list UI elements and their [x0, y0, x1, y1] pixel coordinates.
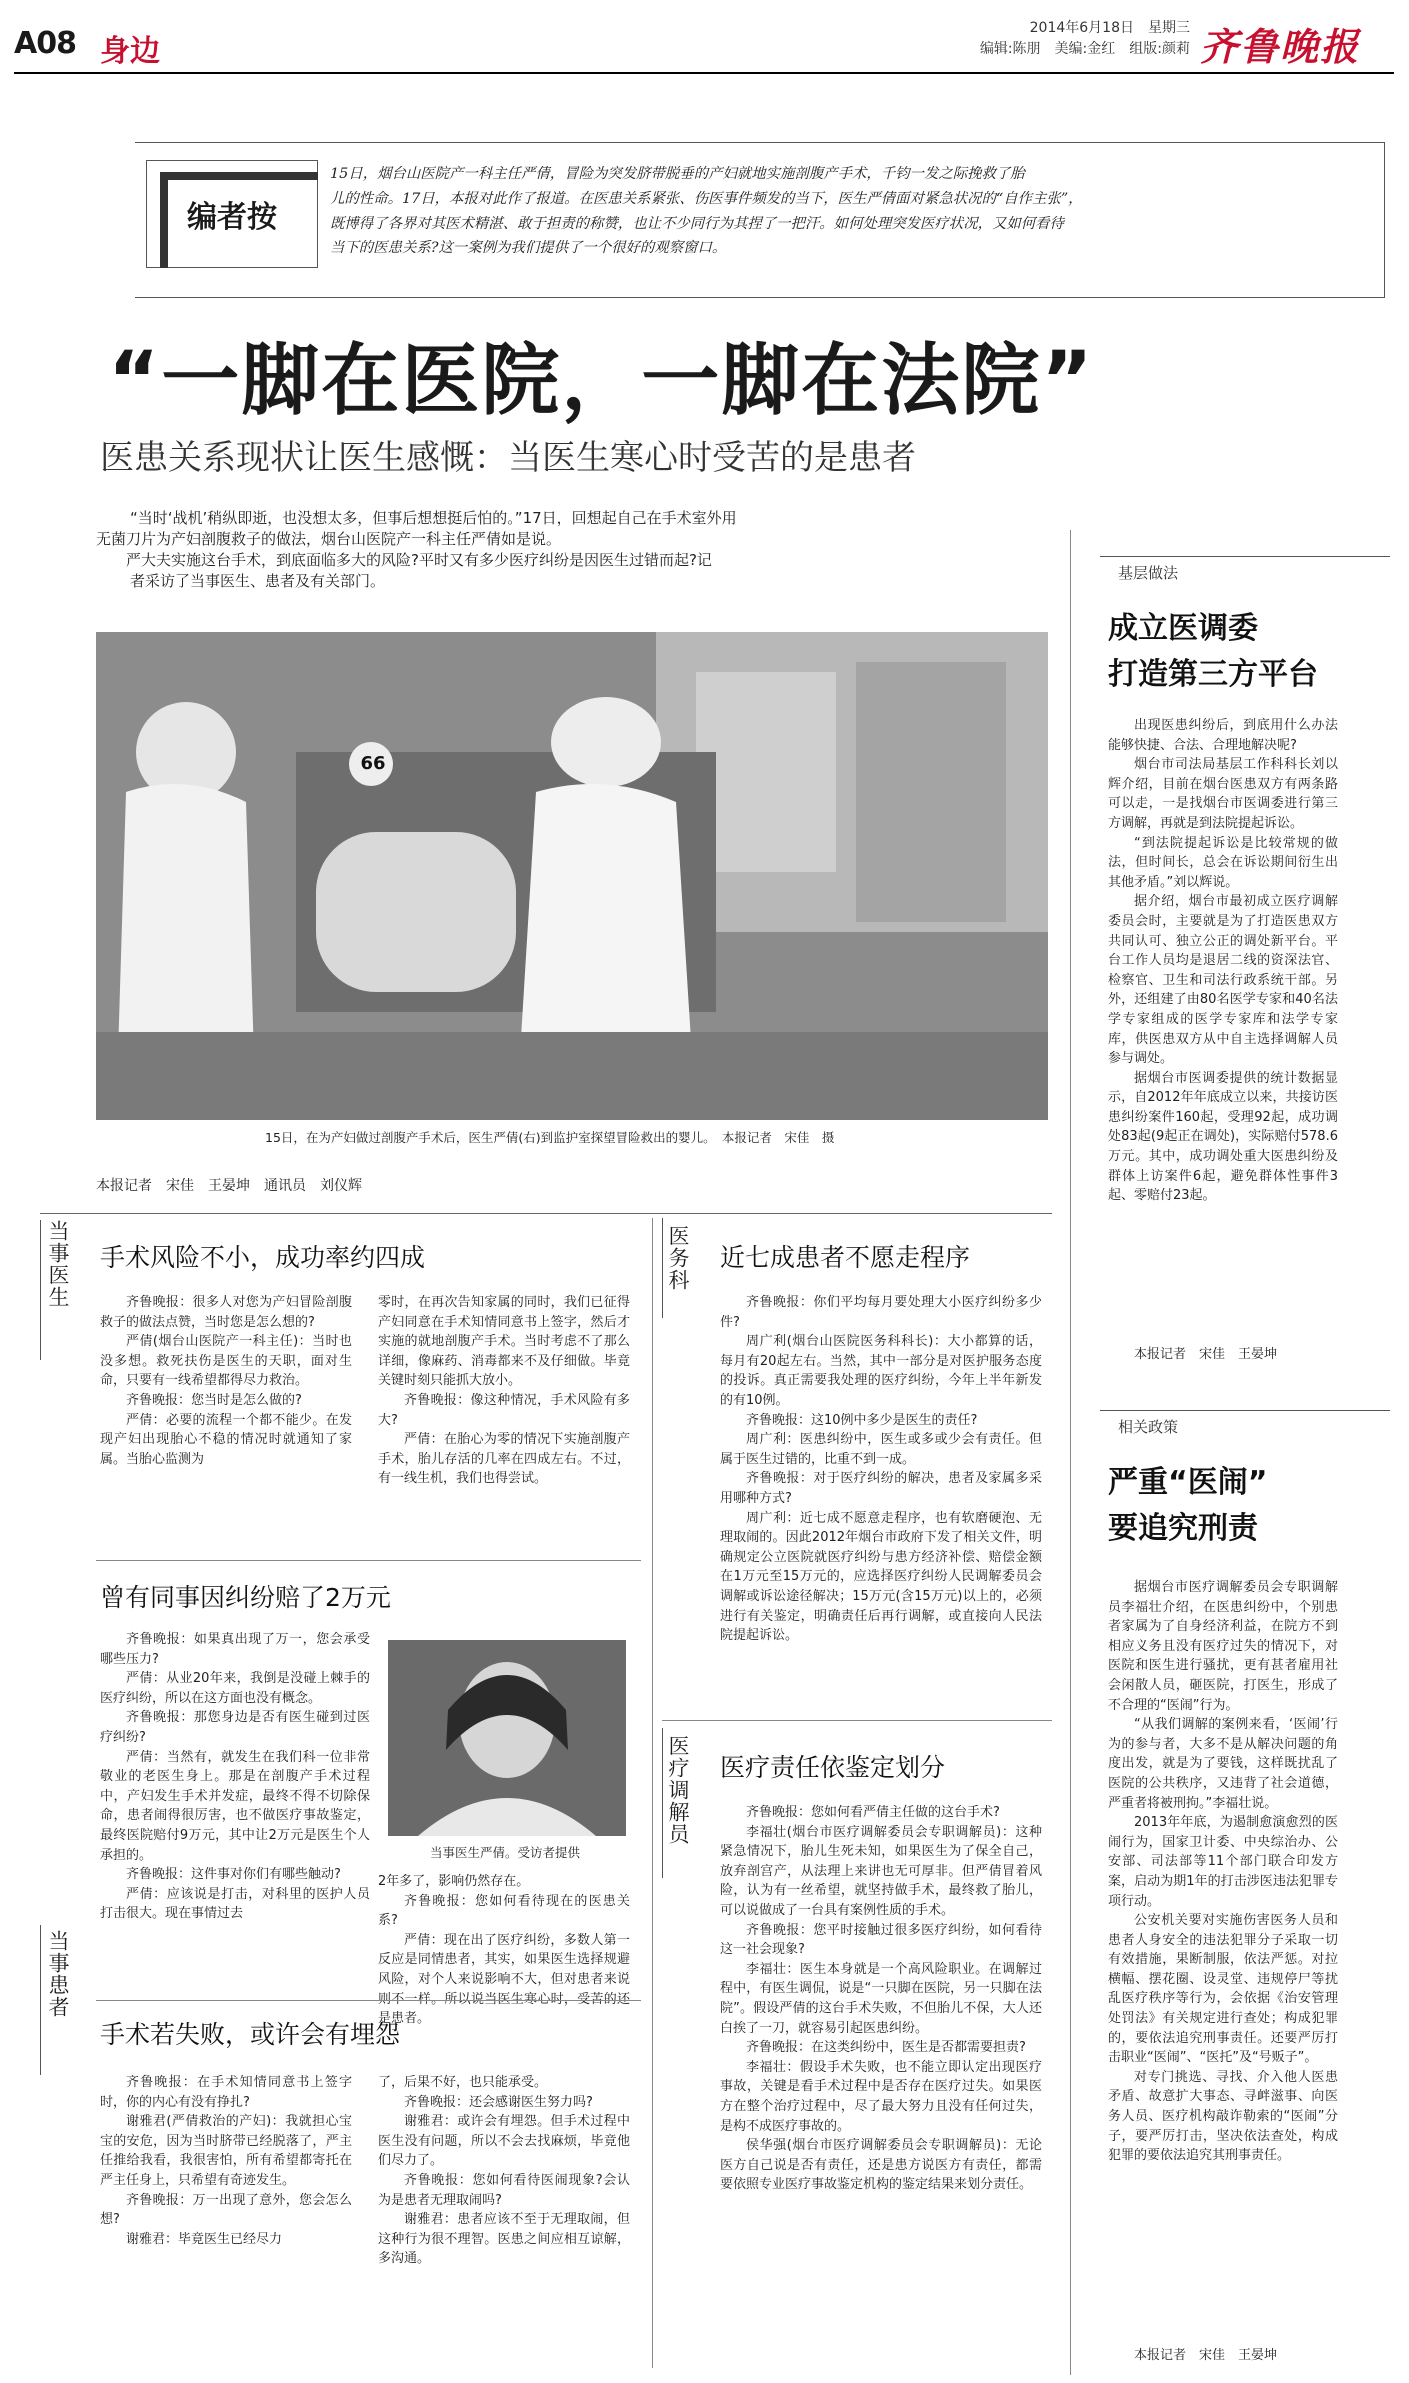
- section-2-col2: 2年多了，影响仍然存在。 齐鲁晚报：您如何看待现在的医患关系? 严倩：现在出了医疗纠纷，多数人第一反应是同情患者，其实，如果医生选择规避风险，对个人来说影响不大，但对患者来说 是患者。: [378, 1874, 630, 2027]
- sidebar-bottom-byline: 本报记者 宋佳 王晏坤: [1134, 2348, 1278, 2363]
- newspaper-logo: 齐鲁晚报: [1200, 24, 1361, 69]
- section-3-title: 手术若失败，或许会有埋怨: [100, 2020, 401, 2049]
- staff-credits: 编辑:陈朋 美编:金红 组版:颜莉: [979, 41, 1190, 57]
- tag-doctor-rule: [40, 1220, 41, 1360]
- tag-medical-affairs-rule: [662, 1218, 663, 1318]
- section-1-col1: 齐鲁晚报：很多人对您为产妇冒险剖腹救子的做法点赞，当时您是怎么想的? 严倩(烟台山医院产一科主任)：当时也没多想。救死扶伤是医生的天职，面对生命，只要有一线希望都得尽力救治。 齐鲁晚报：您当时是怎么做的? 严倩：必要的流程一个都不能少。在发现产妇出现胎心不稳的情况时就通知了家属。当胎心监测为: [100, 1295, 352, 1467]
- tag-mediator-rule: [662, 1728, 663, 1878]
- tag-patient-rule: [40, 1925, 41, 2075]
- editor-note-tag-frame: [160, 172, 318, 268]
- section-1-rule: [96, 1560, 641, 1561]
- main-photo: [96, 632, 1048, 1120]
- section-2-rule: [96, 2000, 641, 2001]
- page-number: A08: [14, 26, 76, 61]
- section-4-title: 近七成患者不愿走程序: [720, 1243, 971, 1272]
- section-3-col2: 了，后果不好，也只能承受。 齐鲁晚报：还会感谢医生努力吗? 谢雅君：或许会有埋怨。但手术过程中医生没有问题，所以不会去找麻烦，毕竟他们尽力了。 齐鲁晚报：您如何看待医闹现象?会认为是患者无理取闹吗? 谢雅君：患者应该不至于无理取闹，但这种行为很不理智。医患之间应相互谅解，多沟通。: [378, 2075, 630, 2267]
- doctor-portrait: [388, 1640, 626, 1836]
- tag-mediator: 医疗调解员: [666, 1735, 690, 1845]
- sidebar-top-byline: 本报记者 宋佳 王晏坤: [1134, 1347, 1278, 1362]
- headline: “一脚在医院，一脚在法院”: [108, 336, 1095, 426]
- section-5-text: 齐鲁晚报：您如何看严倩主任做的这台手术? 李福壮(烟台市医疗调解委员会专职调解员)：这种紧急情况下，胎儿生死未知，如果医生为了保全自己，放弃剖宫产，从法理上来讲也无可厚非。但严倩冒着风险，认为有一丝希望，就坚持做手术，最终救了胎儿，可以说做成了一台具有案例性质的手术。 齐鲁晚报：您平时接触过很多医疗纠纷，如何看待这一社会现象? 李福壮：医生本身就是一个高风险职业。在调解过程中，有医生调侃，说是“一只脚在医院，另一只脚在法院”。假设严倩的这台手术失败，不但胎儿不保，大人还白挨了一刀，就容易引起医患纠纷。 齐鲁晚报：在这类纠纷中，医生是否都需要担责? 李福壮：假设手术失败，也不能立即认定出现医疗事故，关键是看手术过程中是否存在医疗过失。如果医方在整个治疗过程中，尽了最大努力且没有任何过失，是构不成医疗事故的。 侯华强(烟台市医疗调解委员会专职调解员)：无论医方自己说是否有责任，还是患方说医方有责任，都需要依照专业医疗事故鉴定机构的鉴定结果来划分责任。: [720, 1805, 1042, 2193]
- article-byline: 本报记者 宋佳 王晏坤 通讯员 刘仪辉: [96, 1178, 362, 1194]
- masthead-info: [860, 18, 1190, 60]
- section-3-col1: 齐鲁晚报：在手术知情同意书上签字时，你的内心有没有挣扎? 谢雅君(严倩救治的产妇)：我就担心宝宝的安危，因为当时脐带已经脱落了，严主任推给我看，我很害怕，所有希望都寄托在严主任身上，只希望有奇迹发生。 齐鲁晚报：万一出现了意外，您会怎么想? 谢雅君：毕竟医生已经尽力: [100, 2075, 352, 2247]
- subheadline: 医患关系现状让医生感慨：当医生寒心时受苦的是患者: [100, 438, 916, 478]
- sidebar-top-rule: [1100, 556, 1390, 557]
- doctor-portrait-image: [388, 1640, 626, 1836]
- tag-medical-affairs: 医务科: [666, 1225, 690, 1291]
- section-2-title: 曾有同事因纠纷赔了2万元: [100, 1583, 391, 1612]
- main-photo-caption: 15日，在为产妇做过剖腹产手术后，医生严倩(右)到监护室探望冒险救出的婴儿。 本报记者 宋佳 摄: [265, 1130, 835, 1145]
- sidebar-bottom-rule: [1100, 1410, 1390, 1411]
- section-name: 身边: [100, 34, 160, 69]
- incubator-number: 66: [360, 753, 386, 774]
- sidebar-top-text: 出现医患纠纷后，到底用什么办法能够快捷、合法、合理地解决呢? 烟台市司法局基层工作科科长刘以辉介绍，目前在烟台医患双方有两条路可以走，一是找烟台市医调委进行第三方调解，再就是到法院提起诉讼。 “到法院提起诉讼是比较常规的做法，但时间长，总会在诉讼期间衍生出其他矛盾。”刘以辉说。 据介绍，烟台市最初成立医疗调解委员会时，主要就是为了打造医患双方共同认可、独立公正的调处新平台。平台工作人员均是退居二线的资深法官、检察官、卫生和司法行政系统干部。另外，还组建了由80名医学专家和40名法学专家组成的医学专家库和法学专家库，供医患双方从中自主选择调解人员参与调处。 据烟台市医调委提供的统计数据显示，自2012年年底成立以来，共接访医患纠纷案件160起，受理92起，成功调处83起(9起正在调处)，实际赔付578.6万元。其中，成功调处重大医患纠纷及群体上访案件6起，避免群体性事件3起、零赔付23起。: [1108, 718, 1338, 1204]
- issue-date: 2014年6月18日 星期三: [1029, 20, 1190, 36]
- sidebar-top-title: 成立医调委 打造第三方平台: [1108, 611, 1318, 692]
- section-1-title: 手术风险不小，成功率约四成: [100, 1243, 426, 1272]
- section-5-title: 医疗责任依鉴定划分: [720, 1753, 946, 1782]
- section-2-col1: 齐鲁晚报：如果真出现了万一，您会承受哪些压力? 严倩：从业20年来，我倒是没碰上棘手的医疗纠纷，所以在这方面也没有概念。 齐鲁晚报：那您身边是否有医生碰到过医疗纠纷? 严倩：当然有，就发生在我们科一位非常敬业的老医生身上。那是在剖腹产手术过程中，产妇发生手术并发症，最终不得不切除保命，患者闹得很厉害，也不做医疗事故鉴定，最终医院赔付9万元，其中让2万元是医生个人承担的。 齐鲁晚报：这件事对你们有哪些触动? 严倩：应该说是打击，对科里的医护人员打击很大。现在事情过去: [100, 1632, 370, 1922]
- lead-paragraph: “当时‘战机’稍纵即逝，也没想太多，但事后想想挺后怕的。”17日，回想起自己在手术室外用 无菌刀片为产妇剖腹救子的做法，烟台山医院产一科主任严倩如是说。 严大夫实施这台手术，到底面临多大的风险?平时又有多少医疗纠纷是因医生过错而起?记 者采访了当事医生、患者及有关部门。: [96, 509, 737, 590]
- sidebar-bottom-text: 据烟台市医疗调解委员会专职调解员李福壮介绍，在医患纠纷中，个别患者家属为了自身经济利益，在院方不到相应义务且没有医疗过失的情况下，对医院和医生进行骚扰，更有甚者雇用社会闲散人员，砸医院，打医生，形成了不合理的“医闹”行为。 “从我们调解的案例来看，‘医闹’行为的参与者，大多不是从解决问题的角度出发，就是为了要钱，这样既扰乱了医院的公共秩序，又违背了社会道德，严重者将被刑拘。”李福壮说。 2013年年底，为遏制愈演愈烈的医闹行为，国家卫计委、中央综治办、公安部、司法部等11个部门联合印发方案，启动为期1年的打击涉医违法犯罪专项行动。 公安机关要对实施伤害医务人员和患者人身安全的违法犯罪分子采取一切有效措施，果断制服，依法严惩。对拉横幅、摆花圈、设灵堂、违规停尸等扰乱医疗秩序等行为，会依据《治安管理处罚法》有关规定进行查处；构成犯罪的，要依法追究刑事责任。还要严厉打击职业“医闹”、“医托”及“号贩子”。 对专门挑选、寻找、介入他人医患矛盾、故意扩大事态、寻衅滋事、向医务人员、医疗机构敲诈勒索的“医闹”分子，要严厉打击，坚决依法查处，构成犯罪的要依法追究其刑事责任。: [1108, 1580, 1338, 2164]
- editor-note-text: 15日，烟台山医院产一科主任严倩，冒险为突发脐带脱垂的产妇就地实施剖腹产手术，千钧一发之际挽救了胎 儿的性命。17日，本报对此作了报道。在医患关系紧张、伤医事件频发的当下，医生严倩面对紧急状况的“自作主张”， 既博得了各界对其医术精湛、敢于担责的称赞，也让不少同行为其捏了一把汗。如何处理突发医疗状况，又如何看待 当下的医患关系?这一案例为我们提供了一个很好的观察窗口。: [330, 166, 1083, 257]
- main-photo-image: [96, 632, 1048, 1120]
- byline-rule: [40, 1213, 1052, 1214]
- section-4-rule: [662, 1720, 1052, 1721]
- column-divider: [652, 1218, 653, 2368]
- tag-patient: 当事患者: [46, 1930, 70, 2018]
- tag-doctor: 当事医生: [46, 1220, 70, 1308]
- sidebar-divider: [1070, 530, 1071, 2375]
- sidebar-bottom-title: 严重“医闹” 要追究刑责: [1108, 1465, 1268, 1546]
- section-1-col2: 零时，在再次告知家属的同时，我们已征得产妇同意在手术知情同意书上签字，然后才实施的就地剖腹产手术。当时考虑不了那么详细，像麻药、消毒都来不及仔细做。毕竟关键时刻只能抓大放小。 齐鲁晚报：像这种情况，手术风险有多大? 严倩：在胎心为零的情况下实施剖腹产手术，胎儿存活的几率在四成左右。不过，有一线生机，我们也得尝试。: [378, 1295, 630, 1487]
- doctor-portrait-caption: 当事医生严倩。受访者提供: [430, 1845, 581, 1860]
- editor-note-tag: 编者按: [146, 160, 318, 268]
- section-4-text: 齐鲁晚报：你们平均每月要处理大小医疗纠纷多少件? 周广利(烟台山医院医务科科长)：大小都算的话，每月有20起左右。当然，其中一部分是对医护服务态度的投诉。真正需要我处理的医疗纠纷，今年上半年新发的有10例。 齐鲁晚报：这10例中多少是医生的责任? 周广利：医患纠纷中，医生或多或少会有责任。但属于医生过错的，比重不到一成。 齐鲁晚报：对于医疗纠纷的解决，患者及家属多采用哪种方式? 周广利：近七成不愿意走程序，也有软磨硬泡、无理取闹的。因此2012年烟台市政府下发了相关文件，明确规定公立医院就医疗纠纷与患方经济补偿、赔偿金额在1万元至15万元的，应选择医疗纠纷人民调解委员会调解或诉讼途径解决；15万元(含15万元)以上的，必须进行有关鉴定，明确责任后再行调解，或直接向人民法院提起诉讼。: [720, 1295, 1042, 1644]
- masthead-rule: [14, 72, 1394, 74]
- sidebar-bottom-label: 相关政策: [1118, 1418, 1179, 1436]
- sidebar-top-label: 基层做法: [1118, 564, 1179, 582]
